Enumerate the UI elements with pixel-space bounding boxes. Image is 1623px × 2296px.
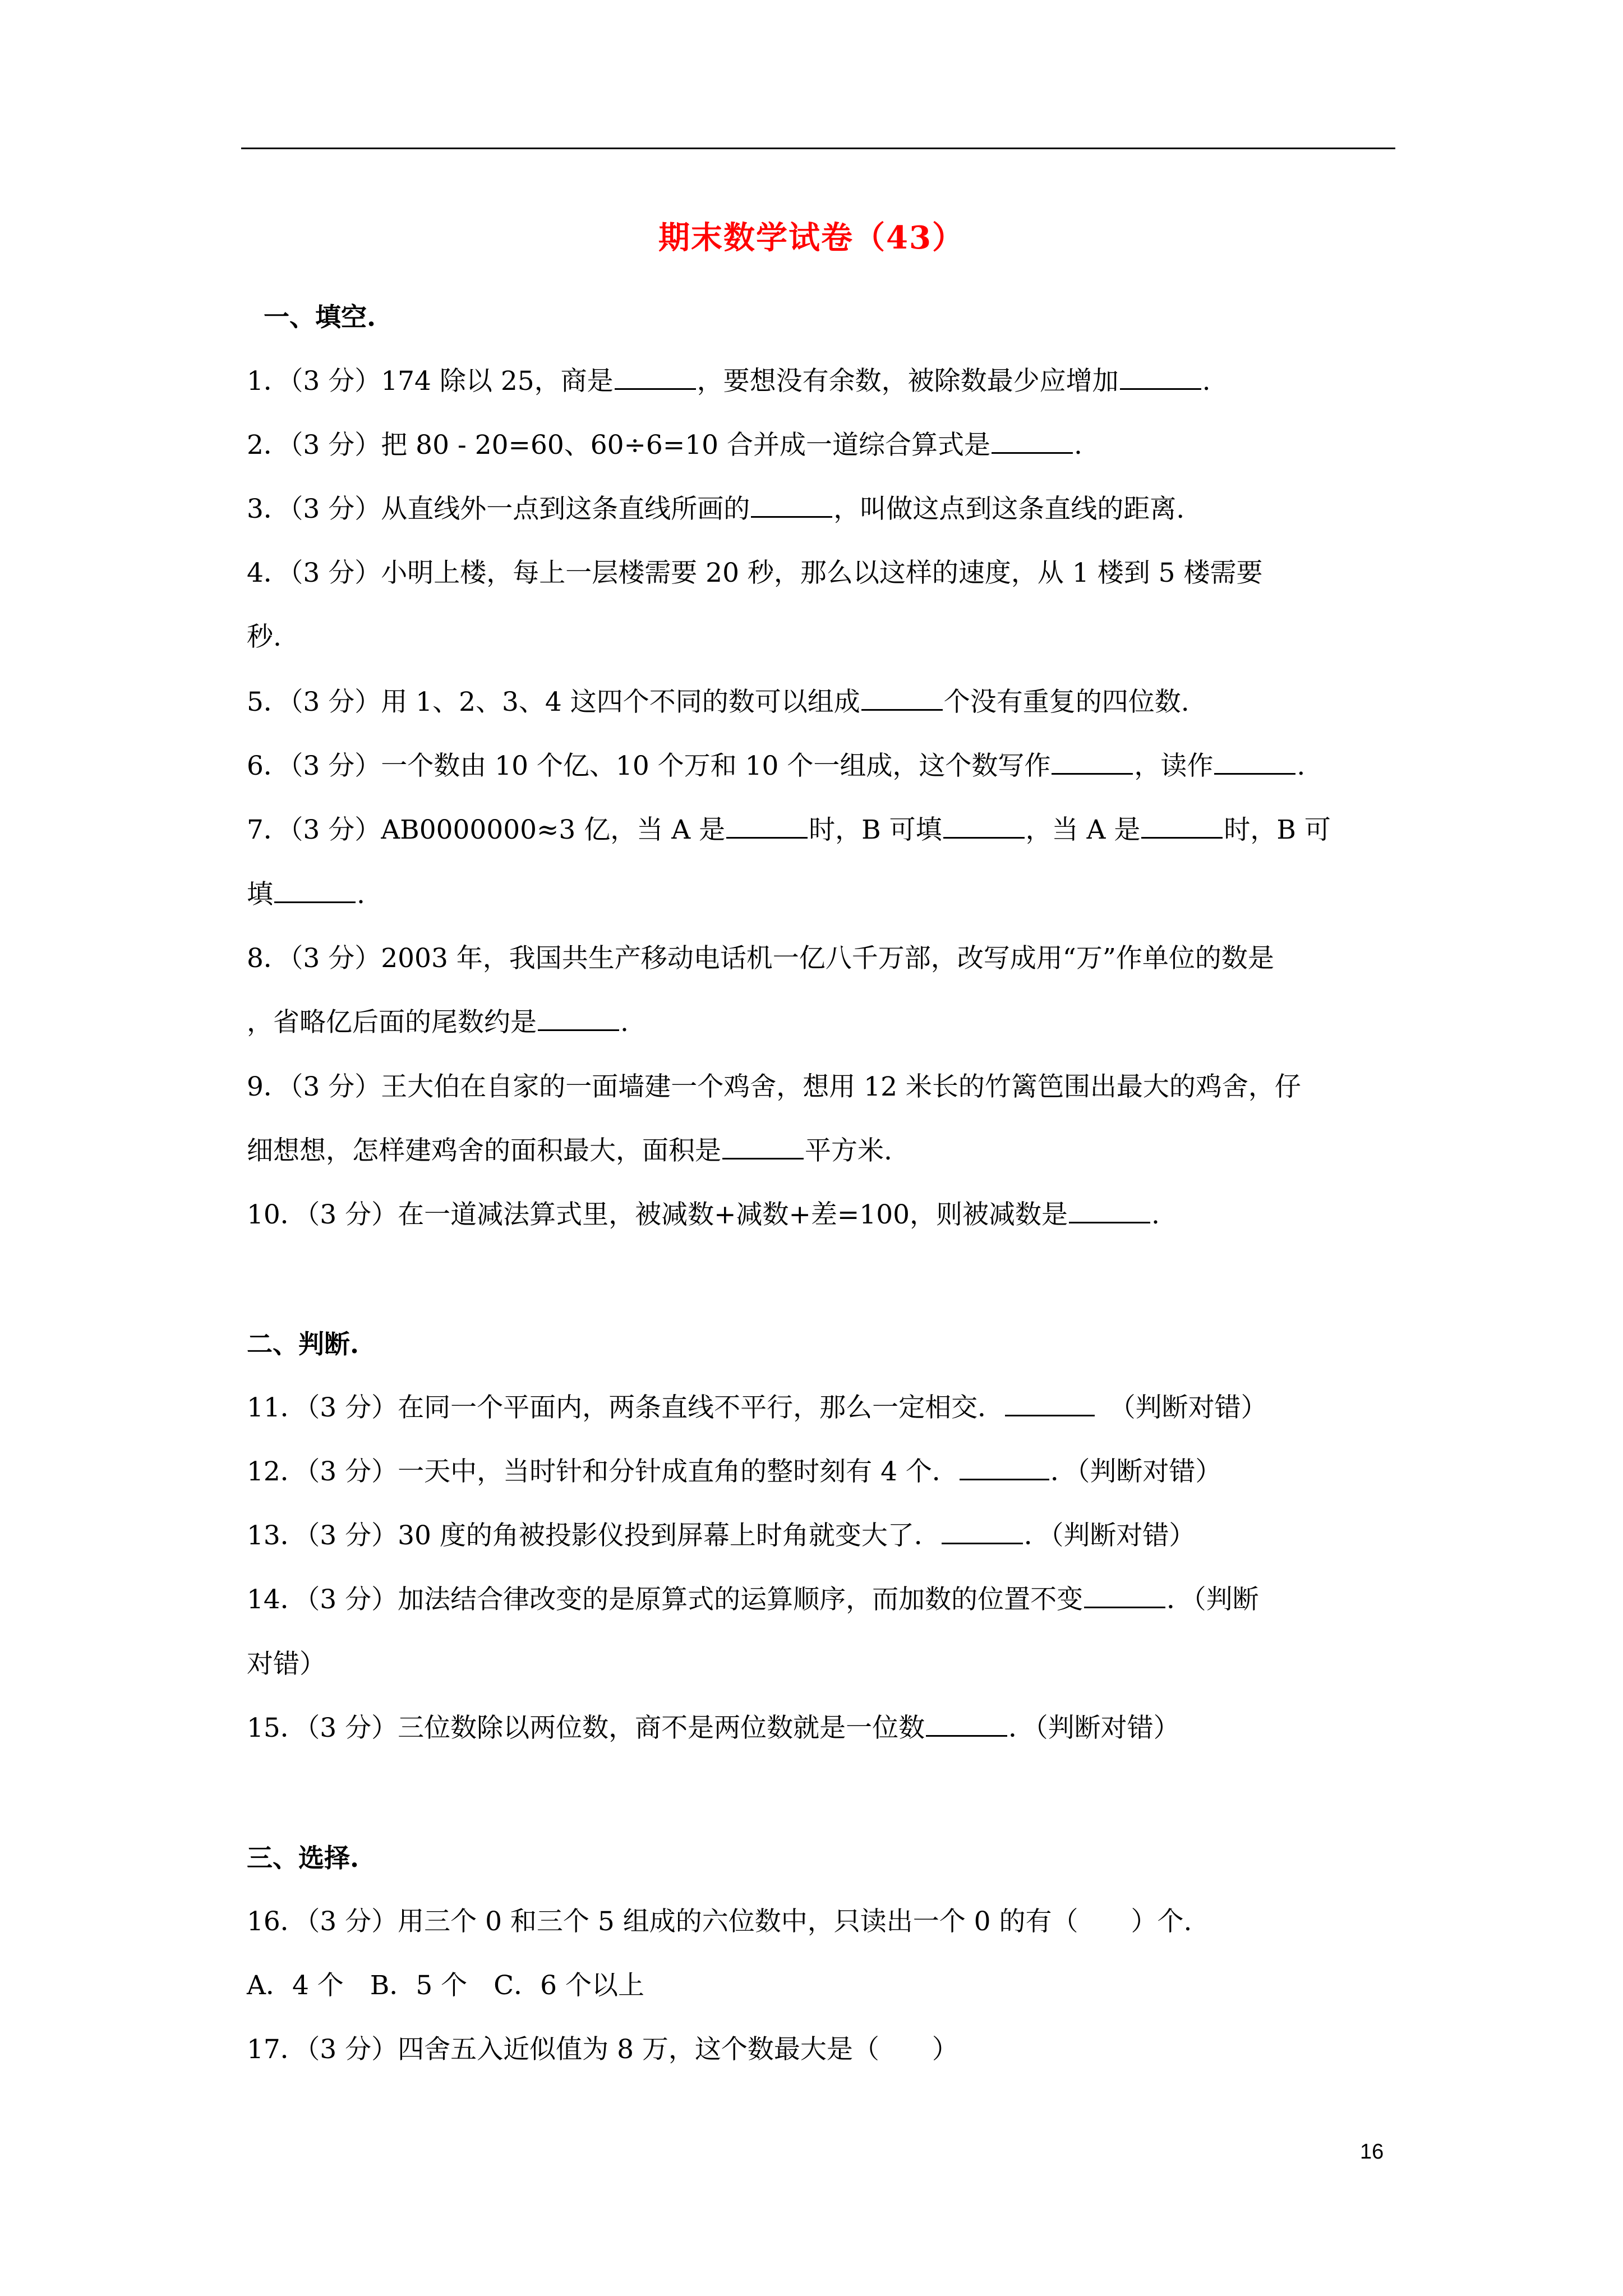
answer-blank[interactable]	[722, 1135, 804, 1159]
answer-blank[interactable]	[960, 1456, 1049, 1480]
answer-blank[interactable]	[274, 879, 356, 903]
section-heading-true-false: 二、判断.	[247, 1329, 359, 1359]
section-heading-multiple-choice: 三、选择.	[247, 1843, 359, 1873]
page-title: 期末数学试卷（43）	[658, 219, 965, 256]
answer-blank[interactable]	[942, 1520, 1023, 1544]
question-8-cont: ，省略亿后面的尾数约是 .	[247, 1007, 629, 1038]
question-3: 3．（3 分）从直线外一点到这条直线所画的 ，叫做这点到这条直线的距离.	[247, 494, 1185, 524]
answer-blank[interactable]	[1120, 366, 1201, 390]
question-9-cont: 细想想，怎样建鸡舍的面积最大，面积是 平方米.	[247, 1135, 892, 1166]
question-16-options: A．4 个 B．5 个 C．6 个以上	[247, 1970, 644, 2001]
answer-blank[interactable]	[1069, 1199, 1150, 1223]
answer-blank[interactable]	[1084, 1584, 1165, 1608]
answer-blank[interactable]	[992, 430, 1073, 454]
question-1: 1．（3 分）174 除以 25，商是 ，要想没有余数，被除数最少应增加 .	[247, 366, 1211, 397]
answer-blank[interactable]	[538, 1007, 619, 1031]
question-2: 2．（3 分）把 80 - 20=60、60÷6=10 合并成一道综合算式是 .	[247, 430, 1082, 461]
question-4: 4．（3 分）小明上楼，每上一层楼需要 20 秒，那么以这样的速度，从 1 楼到 5 楼需要	[247, 558, 1263, 588]
question-17: 17．（3 分）四舍五入近似值为 8 万，这个数最大是（ ）	[247, 2034, 958, 2065]
answer-blank[interactable]	[615, 366, 696, 390]
answer-blank[interactable]	[926, 1713, 1007, 1737]
answer-blank[interactable]	[751, 494, 832, 518]
question-9: 9．（3 分）王大伯在自家的一面墙建一个鸡舍，想用 12 米长的竹篱笆围出最大的鸡舍，仔	[247, 1071, 1301, 1102]
question-13: 13．（3 分）30 度的角被投影仪投到屏幕上时角就变大了． ．（判断对错）	[247, 1520, 1196, 1551]
answer-blank[interactable]	[1141, 815, 1223, 839]
question-15: 15．（3 分）三位数除以两位数，商不是两位数就是一位数 ．（判断对错）	[247, 1713, 1180, 1743]
question-6: 6．（3 分）一个数由 10 个亿、10 个万和 10 个一组成，这个数写作 ，读作 .	[247, 751, 1306, 781]
answer-blank[interactable]	[943, 815, 1025, 839]
question-14: 14．（3 分）加法结合律改变的是原算式的运算顺序，而加数的位置不变 ．（判断	[247, 1584, 1259, 1615]
question-16: 16．（3 分）用三个 0 和三个 5 组成的六位数中，只读出一个 0 的有（ ）个.	[247, 1906, 1192, 1937]
question-10: 10．（3 分）在一道减法算式里，被减数+减数+差=100，则被减数是 .	[247, 1199, 1160, 1230]
question-7-cont: 填 .	[247, 879, 365, 910]
question-8: 8．（3 分）2003 年，我国共生产移动电话机一亿八千万部，改写成用“万”作单位的数是	[247, 943, 1274, 974]
answer-blank[interactable]	[1005, 1392, 1095, 1416]
question-12: 12．（3 分）一天中，当时针和分针成直角的整时刻有 4 个． ．（判断对错）	[247, 1456, 1222, 1487]
question-4-cont: 秒.	[247, 622, 282, 652]
question-14-cont: 对错）	[247, 1649, 326, 1680]
answer-blank[interactable]	[1052, 751, 1133, 775]
question-11: 11．（3 分）在同一个平面内，两条直线不平行，那么一定相交． （判断对错）	[247, 1392, 1267, 1423]
section-heading-fill-in: 一、填空.	[264, 302, 376, 332]
header-rule	[241, 148, 1395, 149]
question-5: 5．（3 分）用 1、2、3、4 这四个不同的数可以组成 个没有重复的四位数.	[247, 687, 1189, 717]
answer-blank[interactable]	[861, 687, 943, 711]
answer-blank[interactable]	[726, 815, 808, 839]
question-7: 7．（3 分）AB0000000≈3 亿，当 A 是 时，B 可填 ，当 A 是 时，B 可	[247, 815, 1331, 845]
page-number: 16	[1360, 2140, 1384, 2164]
answer-blank[interactable]	[1214, 751, 1295, 775]
